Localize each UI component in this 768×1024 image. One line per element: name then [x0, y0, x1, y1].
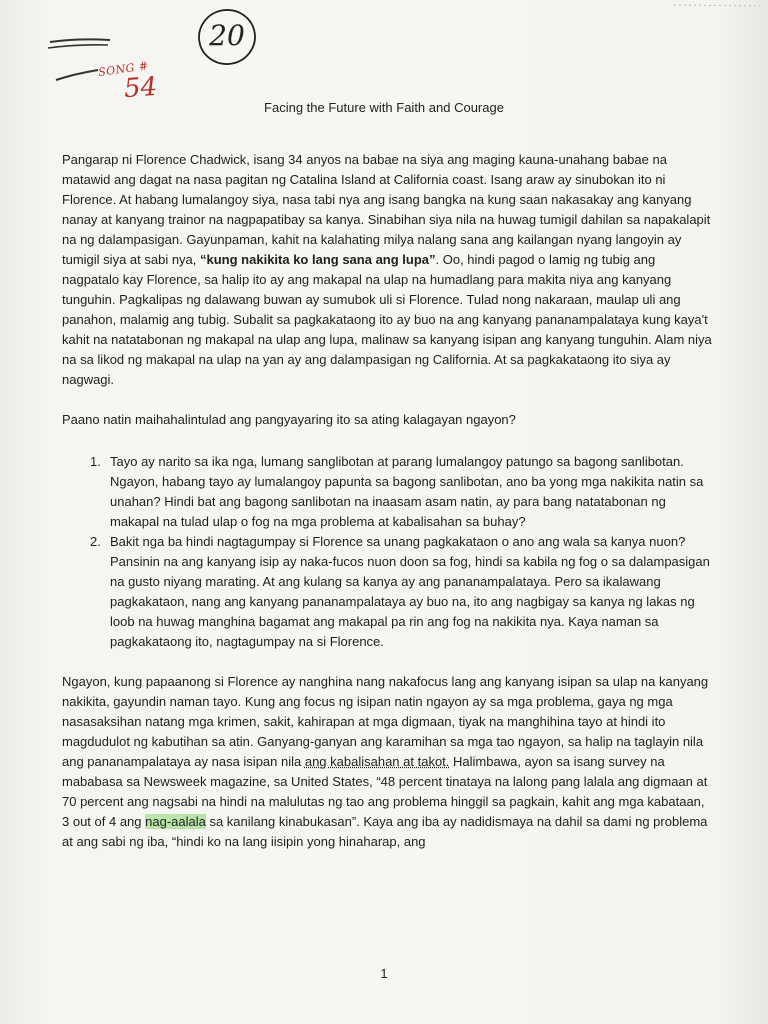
list-item — [62, 532, 714, 652]
question: Paano natin maihahalintulad ang pangyayaring ito sa ating kalagayan ngayon? — [62, 412, 516, 427]
paragraph-2-underlined: ang kabalisahan at takot. — [304, 754, 450, 769]
song-number: 54 — [122, 71, 159, 105]
paragraph-2-part2: Halimbawa, ayon sa isang survey na mababasa sa Newsweek magazine, sa United States, “48 percent tinataya na lalong pang lalala ang digmaan at 70 percent ang nagsabi na hindi na malulutas ng tao ang problema hinggil sa pagkain, kahit ang mga kabataan, 3 out of 4 ang — [62, 754, 708, 829]
list-item-number: 1. — [90, 454, 101, 469]
paragraph-2 — [62, 672, 714, 852]
song-annotation — [97, 59, 159, 105]
song-label: SONG # — [97, 59, 150, 80]
paragraph-2-part3: sa kanilang kinabukasan”. Kaya ang iba ay nadidismaya na dahil sa dami ng problema at ang sabi ng iba, “hindi ko na lang iisipin yong hinaharap, ang — [62, 814, 708, 849]
circled-number-text: 20 — [209, 19, 245, 52]
paragraph-2-part1: Ngayon, kung papaanong si Florence ay nanghina nang nakafocus lang ang kanyang isipan sa ulap na kanyang nakikita, gayundin naman tayo. Kung ang focus ng isipan natin ngayon ay sa mga problema, gaya ng mga nasasaksihan natang mga krimen, sakit, kahirapan at mga digmaan, tiyak na manghihina tayo at hindi ito magdudulot ng kabutihan sa atin. Ganyang-ganyan ang karamihan sa mga tao ngayon, sa halip na taglayin nila ang pananampalataya ay nasa isipan nila — [62, 674, 709, 769]
list-item-text: Tayo ay narito sa ika nga, lumang sanglibotan at parang lumalangoy patungo sa bagong sanlibotan. Ngayon, habang tayo ay lumalangoy papunta sa bagong sanlibotan, ano ba yong mga nakikita natin sa unahan? Hindi bat ang bagong sanlibotan na inaasam asam natin, ay para bang natatabonan ng makapal na tulad ulap o fog na mga problema at kabalisahan sa buhay? — [110, 454, 704, 529]
circled-number-annotation — [196, 6, 258, 68]
numbered-list — [62, 452, 714, 652]
list-item-number: 2. — [90, 534, 101, 549]
paragraph-1-part1: Pangarap ni Florence Chadwick, isang 34 anyos na babae na siya ang maging kauna-unahang babae na matawid ang dagat na nasa pagitan ng Catalina Island at California coast. Isang araw ay sinubokan ito ni Florence. At habang lumalangoy siya, nasa tabi nya ang isang bangka na kung saan nakasakay ang kanyang nanay at kanyang trainor na nagpapatibay sa kanya. Sinabihan siya nila na huwag tumigil dahilan sa napakalapit na ng dalampasigan. Gayunpaman, kahit na kalahating milya nalang sana ang kailangan nyang langoyin ay tumigil siya at sabi nya, — [62, 152, 711, 267]
paragraph-2-highlighted: nag-aalala — [145, 814, 206, 829]
page-title: Facing the Future with Faith and Courage — [264, 100, 504, 115]
scan-marks — [672, 2, 762, 10]
list-item-text: Bakit nga ba hindi nagtagumpay si Florence sa unang pagkakataon o ano ang wala sa kanya nuon? Pansinin na ang kanyang isip ay naka-fucos nuon doon sa fog, hindi sa kabila ng fog o sa dalampasigan na gusto niyang marating. At ang kulang sa kanya ay ang pananampalataya. Pero sa ikalawang pagkakataon, nang ang kanyang pananampalataya ay buo na, ito ang nagbigay sa kanya ng lakas ng loob na huwag manghina bagamat ang makapal pa rin ang fog na nakikita nya. Kaya naman sa pagkakataong ito, nagtagumpay na si Florence. — [110, 534, 710, 649]
list-item — [62, 452, 714, 532]
page-number: 1 — [380, 966, 388, 981]
paragraph-1 — [62, 150, 714, 390]
paragraph-1-part2: . Oo, hindi pagod o lamig ng tubig ang nagpatalo kay Florence, sa halip ito ay ang makapal na ulap na humadlang para makita niya ang kanyang tunguhin. Pagkalipas ng dalawang buwan ay sumubok uli si Florence. Tulad nong nakaraan, maulap uli ang panahon, malamig ang tubig. Subalit sa pagkakataong ito ay buo na ang kanyang pananampalataya kung kaya't kahit na natatabonan ng makapal na ulap ang lupa, malinaw sa kanyang isipan ang kanyang tunguhin. Alam niya na sa likod ng makapal na ulap na yan ay ang dalampasigan ng California. At sa pagkakataong ito siya ay nagwagi. — [62, 252, 712, 387]
document-body — [62, 150, 714, 872]
paragraph-1-quote: “kung nakikita ko lang sana ang lupa” — [200, 252, 436, 267]
